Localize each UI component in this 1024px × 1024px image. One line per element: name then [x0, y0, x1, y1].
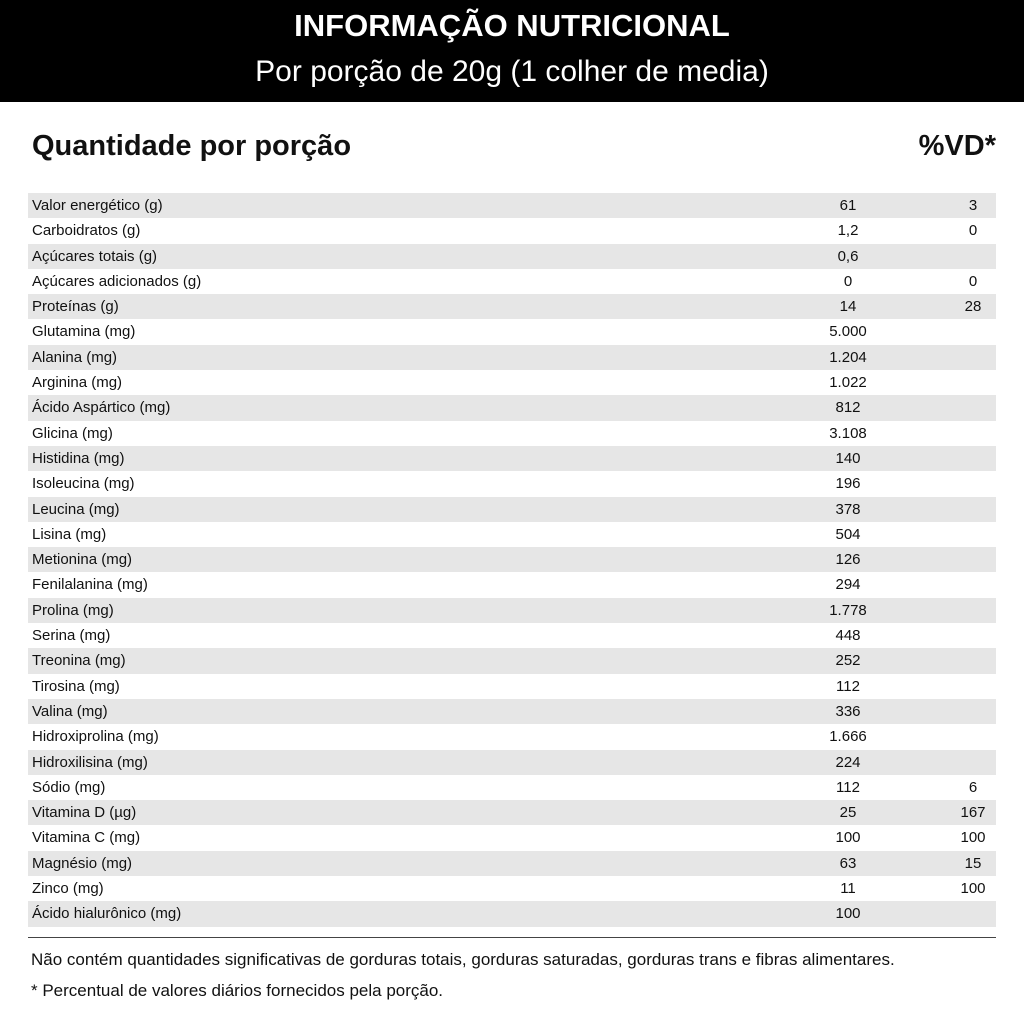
nutrient-value: 252	[835, 652, 861, 670]
quantity-heading: Quantidade por porção	[32, 130, 352, 162]
table-row	[28, 421, 996, 446]
table-row	[28, 269, 996, 294]
table-row	[28, 522, 996, 547]
nutrient-label: Prolina (mg)	[32, 601, 114, 619]
table-row	[28, 294, 996, 319]
divider	[28, 937, 996, 938]
nutrient-value: 336	[835, 702, 861, 720]
nutrient-value: 1,2	[837, 222, 859, 240]
nutrient-value: 294	[835, 576, 861, 594]
nutrient-value: 112	[836, 778, 860, 796]
nutrient-label: Açúcares adicionados (g)	[32, 272, 202, 290]
footnote-vd: * Percentual de valores diários fornecidos pela porção.	[31, 981, 444, 1000]
nutrient-label: Glutamina (mg)	[32, 323, 136, 341]
nutrient-label: Glicina (mg)	[32, 424, 113, 442]
nutrient-label: Fenilalanina (mg)	[32, 576, 148, 594]
nutrient-value: 25	[839, 804, 857, 822]
nutrient-value: 5.000	[829, 323, 867, 341]
table-row	[28, 623, 996, 648]
nutrient-value: 1.022	[829, 374, 867, 392]
footnote-significant: Não contém quantidades significativas de gorduras totais, gorduras saturadas, gorduras trans e fibras alimentares.	[31, 950, 895, 969]
nutrient-label: Carboidratos (g)	[32, 222, 141, 240]
nutrient-label: Vitamina C (mg)	[32, 829, 141, 847]
nutrient-vd: 100	[960, 880, 986, 898]
header-banner	[0, 0, 1024, 102]
table-row	[28, 244, 996, 269]
nutrient-value: 378	[835, 500, 861, 518]
table-row	[28, 370, 996, 395]
table-row	[28, 395, 996, 420]
nutrient-label: Vitamina D (µg)	[32, 804, 137, 822]
nutrient-vd: 3	[968, 197, 978, 214]
table-row	[28, 193, 996, 218]
page-title: INFORMAÇÃO NUTRICIONAL	[294, 8, 730, 43]
table-row	[28, 876, 996, 901]
nutrient-label: Valor energético (g)	[32, 197, 163, 214]
table-row	[28, 800, 996, 825]
nutrient-label: Magnésio (mg)	[32, 854, 133, 872]
nutrient-label: Lisina (mg)	[32, 525, 107, 543]
nutrient-value: 61	[839, 197, 857, 214]
nutrient-label: Isoleucina (mg)	[32, 475, 135, 493]
table-row	[28, 345, 996, 370]
nutrient-label: Zinco (mg)	[32, 880, 104, 898]
nutrient-value: 0,6	[837, 247, 859, 265]
table-row	[28, 598, 996, 623]
nutrient-value: 1.666	[829, 728, 867, 746]
nutrient-vd: 100	[960, 829, 986, 847]
vd-heading: %VD*	[918, 130, 996, 162]
table-row	[28, 319, 996, 344]
nutrient-label: Ácido hialurônico (mg)	[32, 905, 182, 923]
nutrient-vd: 15	[964, 854, 982, 872]
nutrient-label: Arginina (mg)	[32, 374, 123, 392]
nutrient-label: Proteínas (g)	[32, 298, 119, 316]
nutrient-label: Tirosina (mg)	[32, 677, 120, 695]
nutrient-value: 0	[843, 272, 853, 290]
nutrient-value: 3.108	[829, 424, 867, 442]
nutrient-vd: 28	[964, 298, 982, 316]
nutrition-table	[28, 193, 996, 927]
nutrient-label: Treonina (mg)	[32, 652, 126, 670]
nutrient-label: Histidina (mg)	[32, 449, 125, 467]
table-row	[28, 724, 996, 749]
nutrient-value: 1.778	[829, 601, 867, 619]
table-row	[28, 775, 996, 800]
table-row	[28, 699, 996, 724]
serving-size: Por porção de 20g (1 colher de media)	[255, 55, 769, 88]
nutrient-label: Alanina (mg)	[32, 348, 118, 366]
table-row	[28, 572, 996, 597]
nutrient-vd: 6	[968, 778, 978, 796]
table-row	[28, 446, 996, 471]
nutrient-value: 812	[835, 399, 861, 417]
nutrient-label: Metionina (mg)	[32, 551, 133, 569]
nutrient-value: 196	[835, 475, 861, 493]
nutrient-label: Valina (mg)	[32, 702, 108, 720]
table-row	[28, 750, 996, 775]
nutrient-value: 100	[835, 829, 861, 847]
nutrient-label: Sódio (mg)	[32, 778, 106, 796]
nutrient-value: 100	[835, 905, 861, 923]
nutrient-label: Hidroxilisina (mg)	[32, 753, 148, 771]
table-row	[28, 851, 996, 876]
table-row	[28, 648, 996, 673]
table-row	[28, 547, 996, 572]
nutrient-vd: 0	[968, 222, 978, 240]
nutrient-value: 448	[835, 627, 861, 645]
nutrient-value: 140	[835, 449, 861, 467]
table-row	[28, 218, 996, 243]
nutrient-value: 1.204	[829, 348, 867, 366]
nutrient-label: Serina (mg)	[32, 627, 111, 645]
nutrient-label: Açúcares totais (g)	[32, 247, 158, 265]
table-row	[28, 901, 996, 926]
nutrient-label: Hidroxiprolina (mg)	[32, 728, 159, 746]
nutrient-value: 14	[839, 298, 857, 316]
table-row	[28, 674, 996, 699]
table-row	[28, 825, 996, 850]
table-row	[28, 497, 996, 522]
nutrient-value: 11	[840, 880, 856, 898]
nutrient-vd: 0	[968, 272, 978, 290]
nutrient-vd: 167	[960, 804, 986, 822]
nutrient-value: 112	[836, 677, 860, 695]
nutrient-value: 224	[835, 753, 861, 771]
nutrient-label: Leucina (mg)	[32, 500, 120, 518]
nutrient-value: 126	[835, 551, 861, 569]
nutrient-label: Ácido Aspártico (mg)	[32, 399, 171, 417]
nutrient-value: 504	[835, 525, 861, 543]
table-row	[28, 471, 996, 496]
nutrient-value: 63	[839, 854, 857, 872]
